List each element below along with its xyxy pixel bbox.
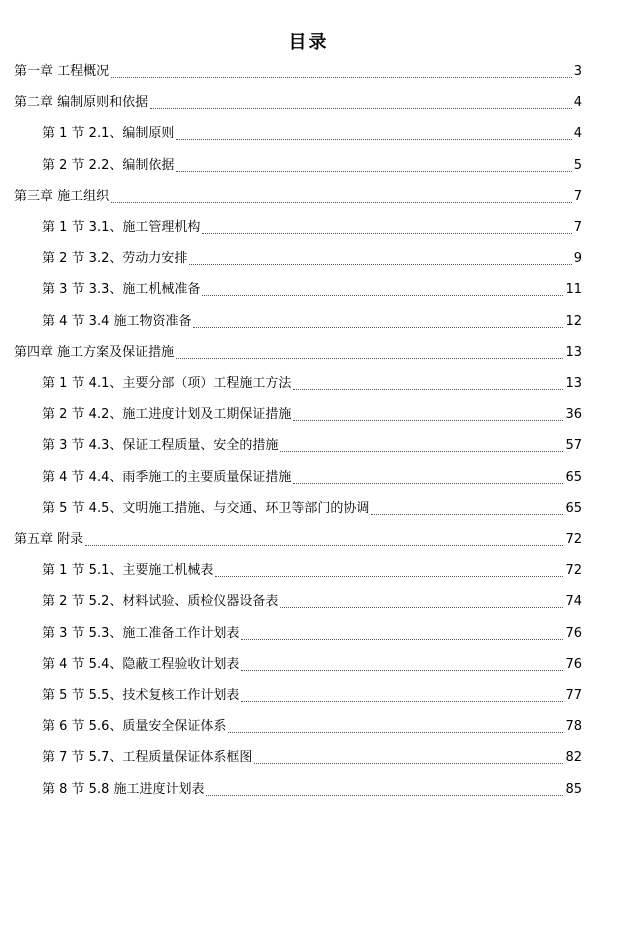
toc-page-number: 5	[573, 157, 582, 173]
dot-leader	[202, 232, 571, 234]
toc-page-number: 85	[565, 781, 582, 797]
toc-page-number: 4	[573, 95, 582, 111]
toc-page-number: 77	[565, 688, 582, 703]
dot-leader	[293, 482, 563, 484]
toc-section-entry[interactable]	[42, 780, 582, 800]
toc-section-entry[interactable]	[42, 405, 582, 425]
toc-entry-title: 第一章 工程概况	[14, 64, 110, 79]
toc-page-number: 65	[565, 469, 582, 485]
toc-entry-title: 第 3 节 3.3、施工机械准备	[42, 282, 201, 298]
toc-entry-title: 第 2 节 3.2、劳动力安排	[42, 251, 188, 267]
toc-section-entry[interactable]	[42, 686, 582, 706]
toc-entry-title: 第 4 节 4.4、雨季施工的主要质量保证措施	[42, 469, 292, 485]
toc-section-entry[interactable]	[42, 717, 582, 737]
dot-leader	[241, 669, 563, 671]
dot-leader	[85, 544, 563, 546]
toc-entry-title: 第四章 施工方案及保证措施	[14, 344, 175, 360]
toc-page-number: 65	[565, 500, 582, 516]
toc-entry-title: 第 2 节 2.2、编制依据	[42, 157, 175, 173]
toc-entry-title: 第三章 施工组织	[14, 188, 110, 204]
dot-leader	[215, 575, 563, 577]
toc-page-number: 12	[565, 313, 582, 329]
toc-page-number: 36	[565, 407, 582, 423]
dot-leader	[293, 419, 563, 421]
dot-leader	[241, 638, 563, 640]
toc-page-number: 78	[565, 719, 582, 735]
toc-page-number: 72	[565, 532, 582, 547]
toc-page-number: 9	[573, 251, 582, 267]
toc-section-entry[interactable]	[42, 374, 582, 394]
toc-entry-title: 第五章 附录	[14, 532, 84, 547]
toc-entry-title: 第 3 节 4.3、保证工程质量、安全的措施	[42, 438, 279, 454]
toc-entry-title: 第 3 节 5.3、施工准备工作计划表	[42, 625, 240, 641]
toc-section-entry[interactable]	[42, 156, 582, 176]
toc-chapter-entry[interactable]	[14, 187, 582, 207]
toc-entry-title: 第 2 节 5.2、材料试验、质检仪器设备表	[42, 594, 279, 610]
toc-entry-title: 第 7 节 5.7、工程质量保证体系框图	[42, 750, 253, 766]
dot-leader	[176, 357, 563, 359]
toc-page-number: 72	[565, 563, 582, 579]
dot-leader	[193, 326, 563, 328]
toc-chapter-entry[interactable]	[14, 62, 582, 82]
toc-section-entry[interactable]	[42, 655, 582, 675]
dot-leader	[280, 450, 563, 452]
toc-section-entry[interactable]	[42, 249, 582, 269]
dot-leader	[371, 513, 563, 515]
toc-page-number: 82	[565, 750, 582, 766]
dot-leader	[241, 700, 563, 702]
toc-entry-title: 第 6 节 5.6、质量安全保证体系	[42, 719, 227, 735]
toc-section-entry[interactable]	[42, 124, 582, 144]
toc-entry-title: 第 1 节 5.1、主要施工机械表	[42, 563, 214, 579]
dot-leader	[189, 263, 571, 265]
toc-entry-title: 第二章 编制原则和依据	[14, 95, 149, 111]
toc-page-number: 76	[565, 625, 582, 641]
toc-title: 目录	[288, 32, 329, 53]
toc-section-entry[interactable]	[42, 468, 582, 488]
toc-entry-title: 第 5 节 5.5、技术复核工作计划表	[42, 688, 240, 703]
toc-section-entry[interactable]	[42, 748, 582, 768]
toc-section-entry[interactable]	[42, 592, 582, 612]
toc-page-number: 4	[573, 126, 582, 142]
toc-section-entry[interactable]	[42, 312, 582, 332]
toc-page-number: 3	[573, 64, 582, 79]
toc-entry-title: 第 1 节 4.1、主要分部（项）工程施工方法	[42, 376, 292, 391]
toc-entry-title: 第 2 节 4.2、施工进度计划及工期保证措施	[42, 407, 292, 423]
toc-entry-title: 第 4 节 3.4 施工物资准备	[42, 313, 192, 329]
dot-leader	[111, 201, 572, 203]
toc-page-number: 57	[565, 438, 582, 454]
toc-section-entry[interactable]	[42, 218, 582, 238]
toc-section-entry[interactable]	[42, 499, 582, 519]
toc-page-number: 7	[573, 220, 582, 235]
toc-section-entry[interactable]	[42, 624, 582, 644]
toc-chapter-entry[interactable]	[14, 530, 582, 550]
toc-section-entry[interactable]	[42, 436, 582, 456]
toc-page-number: 11	[565, 282, 582, 298]
toc-page-number: 76	[565, 656, 582, 672]
dot-leader	[280, 606, 563, 608]
toc-section-entry[interactable]	[42, 280, 582, 300]
toc-entry-title: 第 5 节 4.5、文明施工措施、与交通、环卫等部门的协调	[42, 500, 370, 516]
toc-page-number: 13	[565, 344, 582, 360]
toc-entry-title: 第 4 节 5.4、隐蔽工程验收计划表	[42, 656, 240, 672]
toc-chapter-entry[interactable]	[14, 93, 582, 113]
dot-leader	[228, 731, 563, 733]
toc-entry-title: 第 1 节 2.1、编制原则	[42, 126, 175, 142]
dot-leader	[202, 294, 563, 296]
toc-entry-title: 第 1 节 3.1、施工管理机构	[42, 220, 201, 235]
toc-chapter-entry[interactable]	[14, 343, 582, 363]
dot-leader	[176, 138, 571, 140]
dot-leader	[176, 170, 571, 172]
toc-section-entry[interactable]	[42, 561, 582, 581]
toc-page-number: 74	[565, 594, 582, 610]
dot-leader	[293, 388, 563, 390]
dot-leader	[150, 107, 572, 109]
toc-entry-title: 第 8 节 5.8 施工进度计划表	[42, 781, 205, 797]
toc-page-number: 13	[565, 376, 582, 391]
toc-page-number: 7	[573, 188, 582, 204]
dot-leader	[111, 76, 572, 78]
dot-leader	[206, 794, 563, 796]
dot-leader	[254, 762, 563, 764]
